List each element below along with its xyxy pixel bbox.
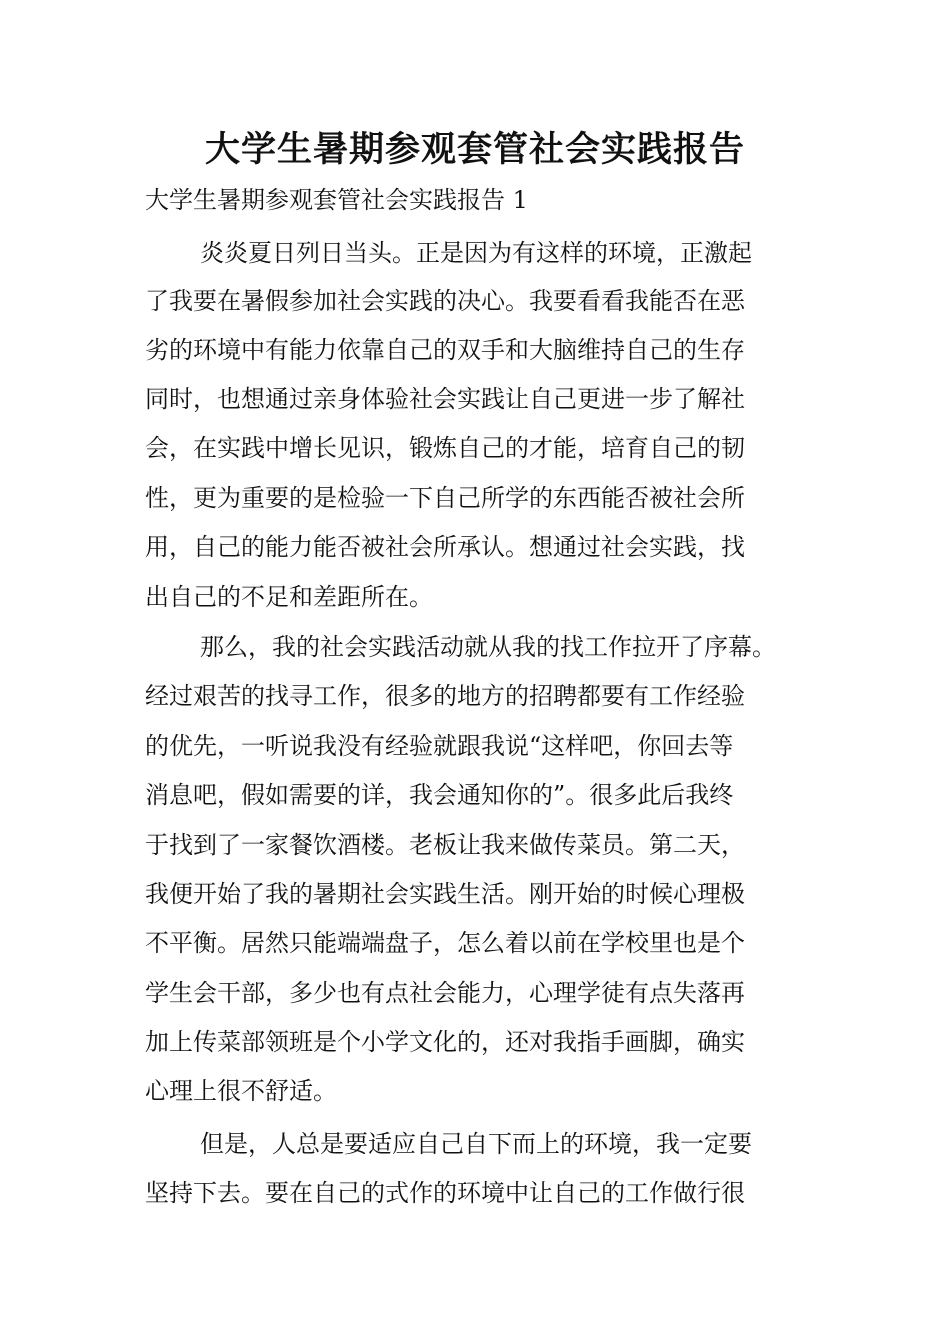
paragraph-2-line-2: 经过艰苦的找寻工作，很多的地方的招聘都要有工作经验 bbox=[145, 682, 745, 710]
paragraph-2-line-10: 心理上很不舒适。 bbox=[145, 1077, 337, 1105]
document-subtitle: 大学生暑期参观套管社会实践报告 1 bbox=[145, 186, 528, 214]
paragraph-2-line-7: 不平衡。居然只能端端盘子，怎么着以前在学校里也是个 bbox=[145, 929, 745, 957]
paragraph-2-line-4: 消息吧，假如需要的详，我会通知你的”。很多此后我终 bbox=[145, 781, 734, 809]
paragraph-2-line-9: 加上传菜部领班是个小学文化的，还对我指手画脚，确实 bbox=[145, 1028, 745, 1056]
paragraph-1-line-5: 会，在实践中增长见识，锻炼自己的才能，培育自己的韧 bbox=[145, 434, 745, 462]
paragraph-1-line-3: 劣的环境中有能力依靠自己的双手和大脑维持自己的生存 bbox=[145, 336, 745, 364]
paragraph-3-line-2: 坚持下去。要在自己的式作的环境中让自己的工作做行很 bbox=[145, 1179, 745, 1207]
paragraph-3-line-1: 但是，人总是要适应自己自下而上的环境，我一定要 bbox=[200, 1130, 752, 1158]
paragraph-1-line-8: 出自己的不足和差距所在。 bbox=[145, 583, 433, 611]
paragraph-1-line-7: 用，自己的能力能否被社会所承认。想通过社会实践，找 bbox=[145, 533, 745, 561]
paragraph-2-line-6: 我便开始了我的暑期社会实践生活。刚开始的时候心理极 bbox=[145, 880, 745, 908]
document-title: 大学生暑期参观套管社会实践报告 bbox=[204, 129, 745, 170]
paragraph-1-line-4: 同时，也想通过亲身体验社会实践让自己更进一步了解社 bbox=[145, 385, 745, 413]
paragraph-2-line-3: 的优先，一听说我没有经验就跟我说“这样吧，你回去等 bbox=[145, 732, 734, 760]
paragraph-1-line-2: 了我要在暑假参加社会实践的决心。我要看看我能否在恶 bbox=[145, 287, 745, 315]
paragraph-1-line-1: 炎炎夏日列日当头。正是因为有这样的环境，正激起 bbox=[200, 239, 752, 267]
paragraph-2-line-1: 那么，我的社会实践活动就从我的找工作拉开了序幕。 bbox=[200, 633, 776, 661]
paragraph-2-line-5: 于找到了一家餐饮酒楼。老板让我来做传菜员。第二天， bbox=[145, 831, 745, 859]
paragraph-1-line-6: 性，更为重要的是检验一下自己所学的东西能否被社会所 bbox=[145, 484, 745, 512]
paragraph-2-line-8: 学生会干部，多少也有点社会能力，心理学徒有点失落再 bbox=[145, 979, 745, 1007]
